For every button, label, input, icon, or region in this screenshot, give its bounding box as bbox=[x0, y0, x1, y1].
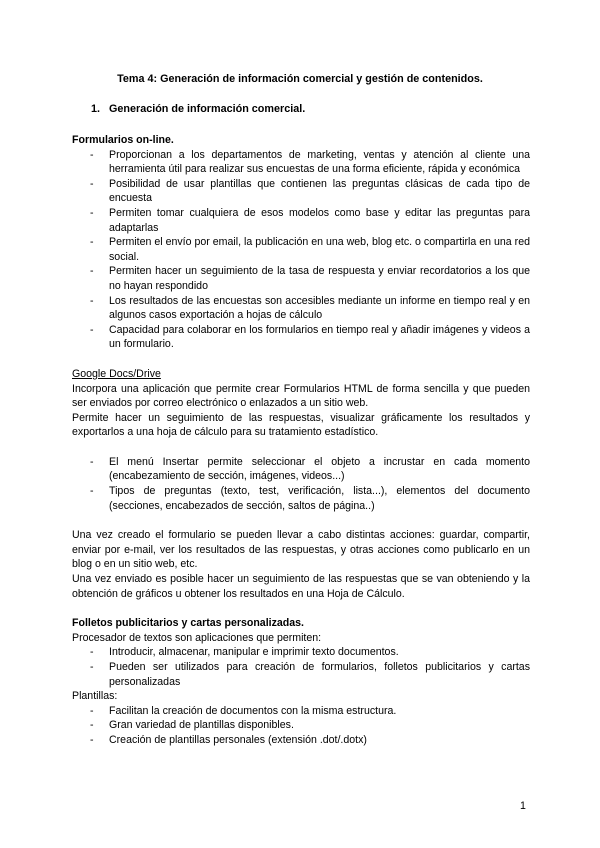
list-item: - Pueden ser utilizados para creación de formularios, folletos publicitarios y cartas personalizadas bbox=[72, 660, 530, 689]
document-title: Tema 4: Generación de información comercial y gestión de contenidos. bbox=[117, 73, 483, 85]
list-item: - Permiten tomar cualquiera de esos modelos como base y editar las preguntas para adaptarlas bbox=[72, 206, 530, 235]
folletos-title: Folletos publicitarios y cartas personalizadas. bbox=[72, 617, 304, 630]
plantillas-label: Plantillas: bbox=[72, 690, 118, 703]
google-list bbox=[72, 455, 530, 513]
folletos-list bbox=[72, 645, 530, 689]
list-item: - Creación de plantillas personales (extensión .dot/.dotx) bbox=[72, 733, 530, 748]
plantillas-list bbox=[72, 704, 530, 748]
section-heading bbox=[91, 102, 305, 117]
google-paragraph: Incorpora una aplicación que permite crear Formularios HTML de forma sencilla y que pueden ser enviados por correo electrónico o enlazados a un sitio web. bbox=[72, 382, 530, 410]
list-item: - Capacidad para colaborar en los formularios en tiempo real y añadir imágenes y videos a un formulario. bbox=[72, 323, 530, 352]
list-item: - El menú Insertar permite seleccionar el objeto a incrustar en cada momento (encabezamiento de sección, imágenes, videos...) bbox=[72, 455, 530, 484]
list-item: - Tipos de preguntas (texto, test, verificación, lista...), elementos del documento (secciones, encabezados de sección, saltos de página..) bbox=[72, 484, 530, 513]
list-item: - Los resultados de las encuestas son accesibles mediante un informe en tiempo real y en algunos casos exportación a hojas de cálculo bbox=[72, 294, 530, 323]
list-item: - Proporcionan a los departamentos de marketing, ventas y atención al cliente una herramienta útil para realizar sus encuestas de una forma eficiente, rápida y económica bbox=[72, 148, 530, 177]
folletos-intro: Procesador de textos son aplicaciones que permiten: bbox=[72, 631, 322, 644]
google-paragraph: Permite hacer un seguimiento de las respuestas, visualizar gráficamente los resultados y exportarlos a una hoja de cálculo para su tratamiento estadístico. bbox=[72, 411, 530, 439]
list-item: - Gran variedad de plantillas disponibles. bbox=[72, 718, 530, 733]
google-after-paragraph: Una vez enviado es posible hacer un seguimiento de las respuestas que se van obteniendo y la obtención de gráficos u obtener los resultados en una Hoja de Cálculo. bbox=[72, 573, 530, 600]
list-item: - Facilitan la creación de documentos con la misma estructura. bbox=[72, 704, 530, 719]
list-item: - Introducir, almacenar, manipular e imprimir texto documentos. bbox=[72, 645, 530, 660]
page-number: 1 bbox=[520, 800, 526, 812]
google-after-paragraph: Una vez creado el formulario se pueden llevar a cabo distintas acciones: guardar, compartir, enviar por e-mail, ver los resultados de las respuestas, y otras acciones como publicarlo en un blog o en un sitio web, etc. bbox=[72, 529, 530, 571]
list-item: - Posibilidad de usar plantillas que contienen las preguntas clásicas de cada tipo de encuesta bbox=[72, 177, 530, 206]
list-item: - Permiten el envío por email, la publicación en una web, blog etc. o compartirla en una red social. bbox=[72, 235, 530, 264]
document-body bbox=[72, 133, 530, 748]
list-item: - Permiten hacer un seguimiento de la tasa de respuesta y enviar recordatorios a los que no hayan respondido bbox=[72, 264, 530, 293]
section-heading-text: Generación de información comercial. bbox=[109, 103, 306, 115]
google-docs-title: Google Docs/Drive bbox=[72, 367, 161, 380]
formularios-title: Formularios on-line. bbox=[72, 134, 174, 146]
formularios-list bbox=[72, 148, 530, 352]
section-number: 1. bbox=[91, 103, 101, 115]
